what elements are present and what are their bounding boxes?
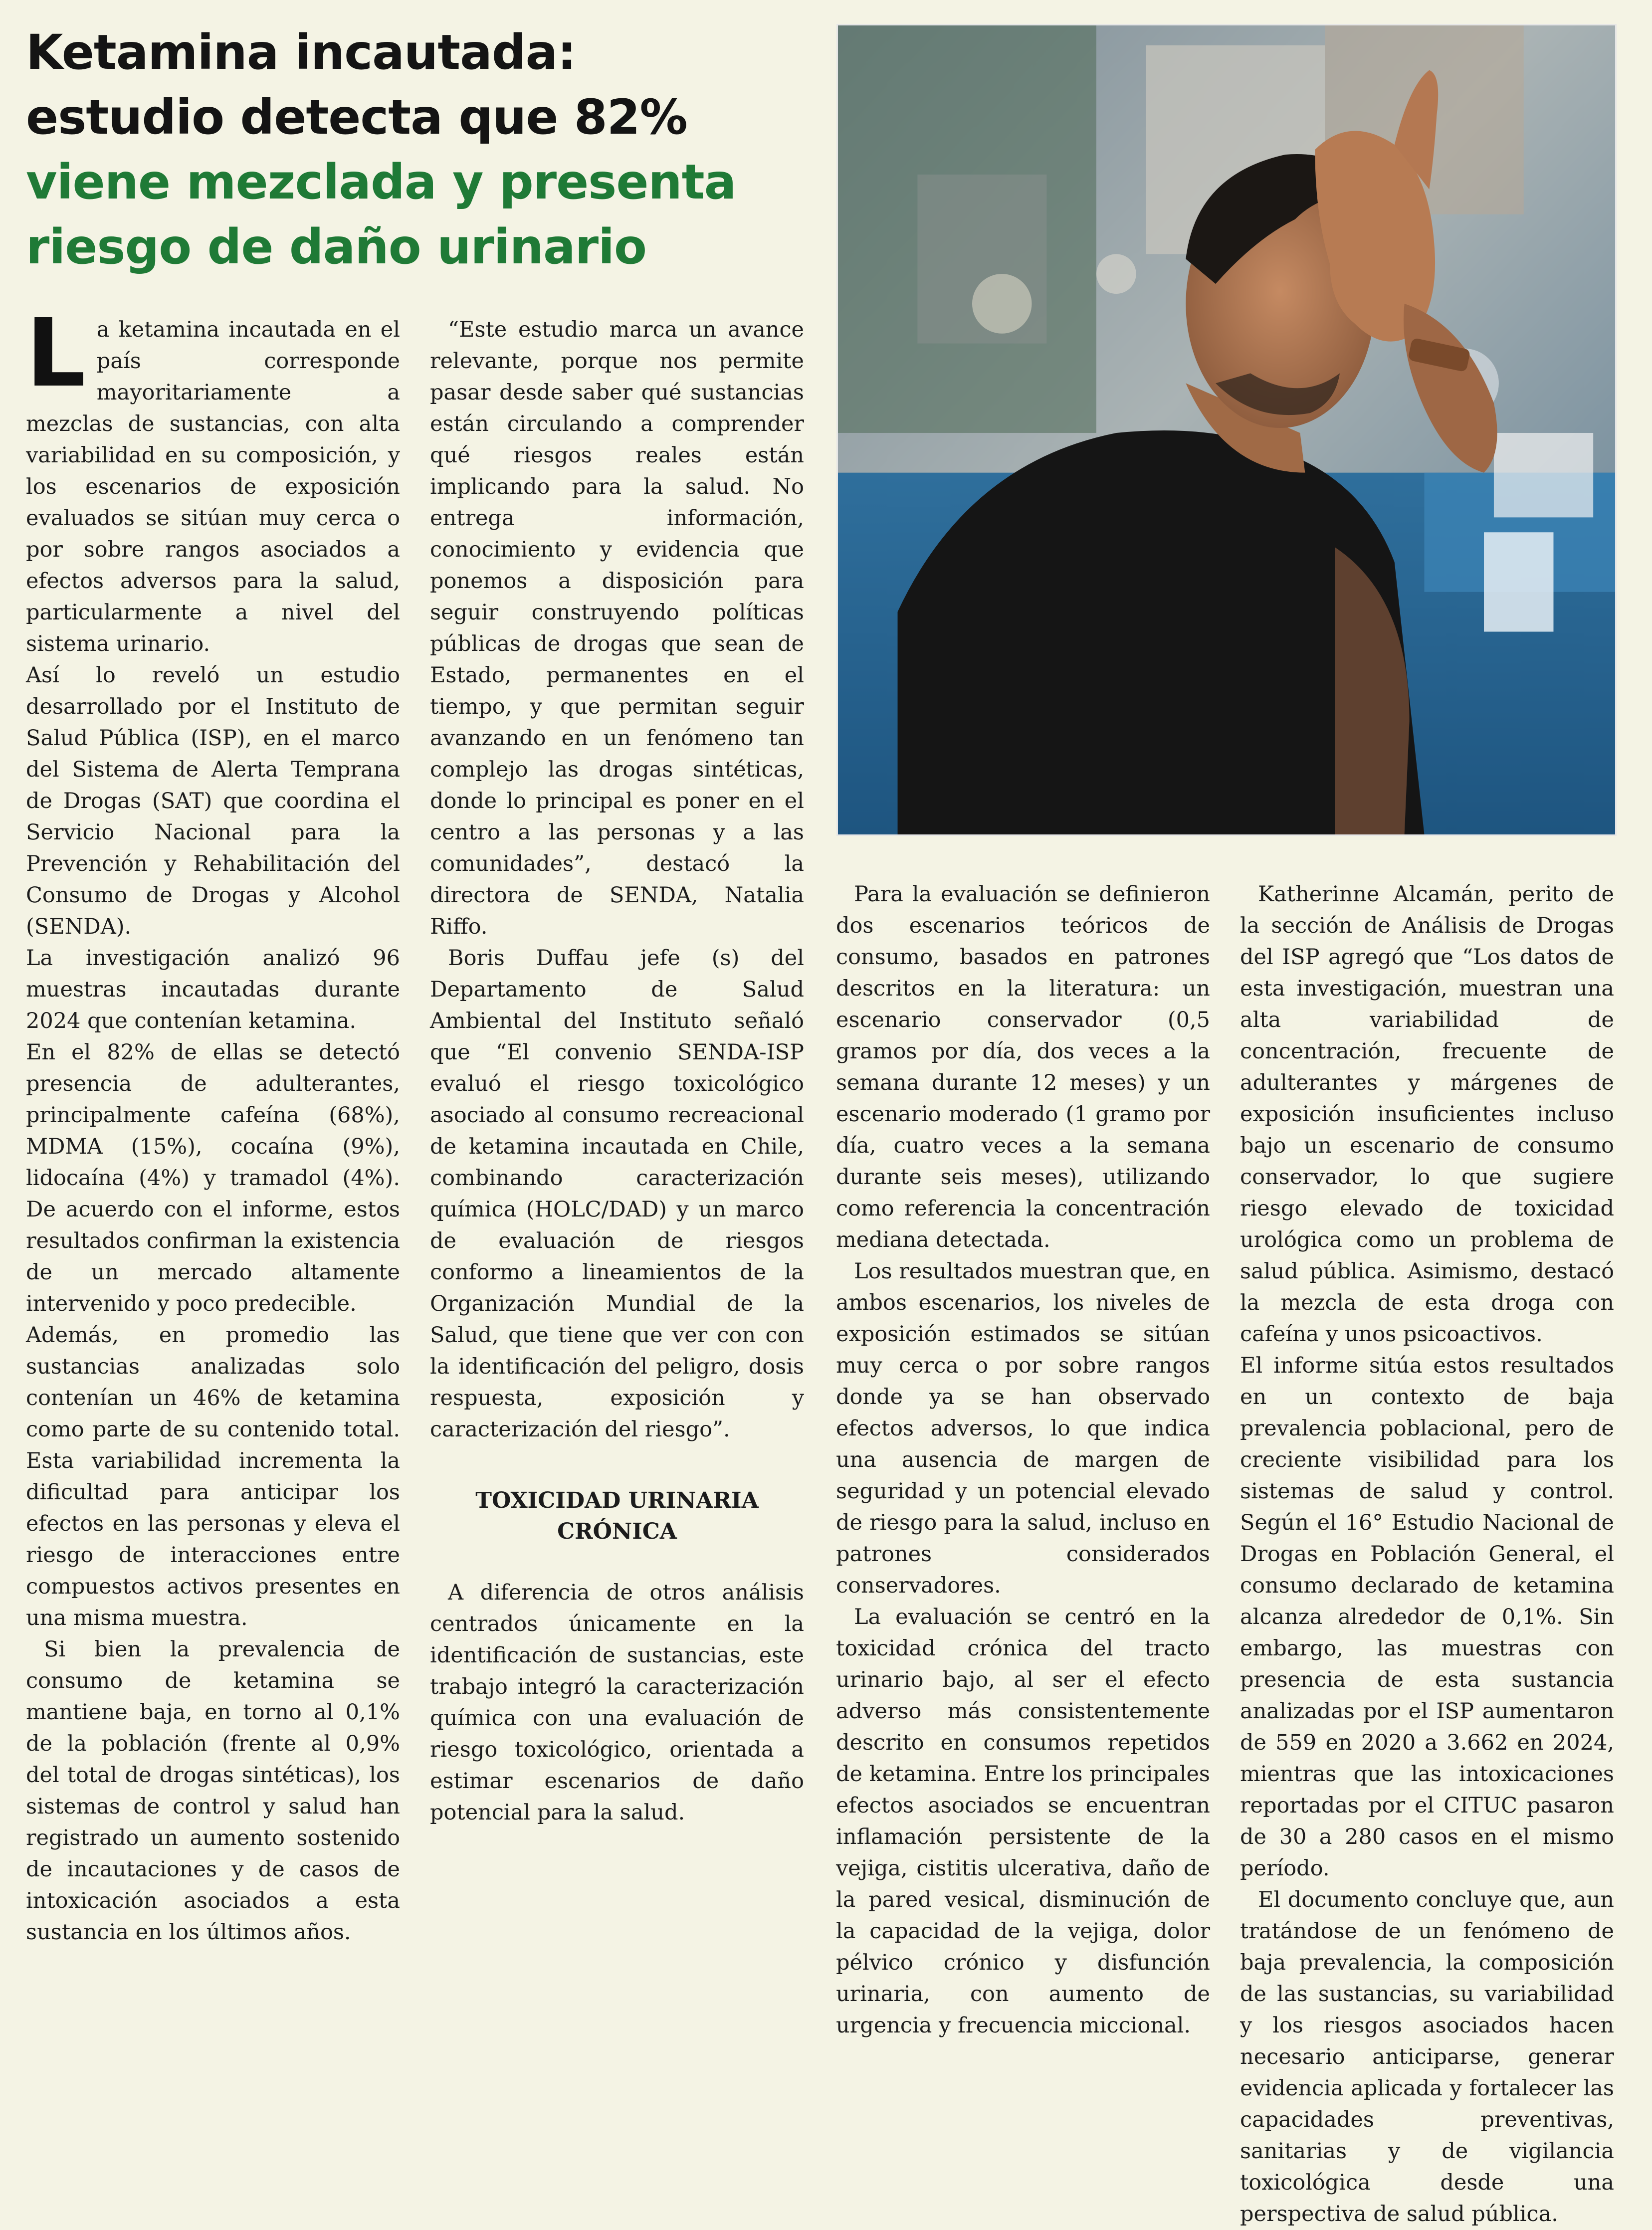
headline-line-3: viene mezclada y presenta <box>26 154 736 210</box>
dropcap: L <box>26 299 86 408</box>
headline-line-2: estudio detecta que 82% <box>26 89 687 145</box>
lead-paragraph <box>26 299 400 660</box>
article-column-1 <box>26 299 400 1948</box>
article-column-4 <box>1240 879 1614 2230</box>
body-paragraph: “Este estudio marca un avance relevante, porque nos permite pasar desde saber qué sustancias están circulando a comprender qué riesgos reales están implicando para la salud. No entrega información, conocimiento y evidencia que ponemos a disposición para seguir construyendo políticas públicas de drogas que sean de Estado, permanentes en el tiempo, y que permitan seguir avanzando en un fenómeno tan complejo las drogas sintéticas, donde lo principal es poner en el centro a las personas y a las comunidades”, destacó la directora de SENDA, Natalia Riffo. <box>430 317 804 939</box>
body-paragraph: A diferencia de otros análisis centrados únicamente en la identificación de sustancias, este trabajo integró la caracterización química con una evaluación de riesgo toxicológico, orientada a estimar escenarios de daño potencial para la salud. <box>430 1580 804 1825</box>
body-paragraph: El informe sitúa estos resultados en un contexto de baja prevalencia poblacional, pero de creciente visibilidad para los sistemas de salud y control. Según el 16° Estudio Nacional de Drogas en Población General, el consumo declarado de ketamina alcanza alrededor de 0,1%. Sin embargo, las muestras con presencia de esta sustancia analizadas por el ISP aumentaron de 559 en 2020 a 3.662 en 2024, mientras que las intoxicaciones reportadas por el CITUC pasaron de 30 a 280 casos en el mismo período. <box>1240 1353 1614 1881</box>
article-column-3 <box>836 879 1210 2041</box>
body-paragraph: En el 82% de ellas se detectó presencia de adulterantes, principalmente cafeína (68%), MDMA (15%), cocaína (9%), lidocaína (4%) y tramadol (4%). De acuerdo con el informe, estos resultados confirman la existencia de un mercado altamente intervenido y poco predecible. <box>26 1040 400 1316</box>
body-paragraph: Así lo reveló un estudio desarrollado por el Instituto de Salud Pública (ISP), en el marco del Sistema de Alerta Temprana de Drogas (SAT) que coordina el Servicio Nacional para la Prevención y Rehabilitación del Consumo de Drogas y Alcohol (SENDA). <box>26 663 400 939</box>
body-paragraph: Además, en promedio las sustancias analizadas solo contenían un 46% de ketamina como parte de su contenido total. Esta variabilidad incrementa la dificultad para anticipar los efectos en las personas y eleva el riesgo de interacciones entre compuestos activos presentes en una misma muestra. <box>26 1323 400 1630</box>
article-photo <box>836 24 1617 836</box>
body-paragraph: El documento concluye que, aun tratándose de un fenómeno de baja prevalencia, la composición de las sustancias, su variabilidad y los riesgos asociados hacen necesario anticiparse, generar evidencia aplicada y fortalecer las capacidades preventivas, sanitarias y de vigilancia toxicológica desde una perspectiva de salud pública. <box>1240 1887 1614 2227</box>
headline-line-1: Ketamina incautada: <box>26 24 576 80</box>
article-column-2 <box>430 314 804 1828</box>
man-holding-head-image <box>838 25 1615 834</box>
body-paragraph: Boris Duffau jefe (s) del Departamento de Salud Ambiental del Instituto señaló que “El convenio SENDA-ISP evaluó el riesgo toxicológico asociado al consumo recreacional de ketamina incautada en Chile, combinando caracterización química (HOLC/DAD) y un marco de evaluación de riesgos conformo a lineamientos de la Organización Mundial de la Salud, que tiene que ver con con la identificación del peligro, dosis respuesta, exposición y caracterización del riesgo”. <box>430 946 804 1442</box>
headline <box>26 20 819 279</box>
body-paragraph: La investigación analizó 96 muestras incautadas durante 2024 que contenían ketamina. <box>26 946 400 1033</box>
body-paragraph: Para la evaluación se definieron dos escenarios teóricos de consumo, basados en patrones descritos en la literatura: un escenario conservador (0,5 gramos por día, dos veces a la semana durante 12 meses) y un escenario moderado (1 gramo por día, cuatro veces a la semana durante seis meses), utilizando como referencia la concentración mediana detectada. <box>836 882 1210 1252</box>
body-paragraph: Los resultados muestran que, en ambos escenarios, los niveles de exposición estimados se sitúan muy cerca o por sobre rangos donde ya se han observado efectos adversos, lo que indica una ausencia de margen de seguridad y un potencial elevado de riesgo para la salud, incluso en patrones considerados conservadores. <box>836 1259 1210 1598</box>
lead-paragraph-text: a ketamina incautada en el país corresponde mayoritariamente a mezclas de sustancias, con alta variabilidad en su composición, y los escenarios de exposición evaluados se sitúan muy cerca o por sobre rangos asociados a efectos adversos para la salud, particularmente a nivel del sistema urinario. <box>26 317 400 656</box>
headline-line-4: riesgo de daño urinario <box>26 219 646 275</box>
body-paragraph: Si bien la prevalencia de consumo de ketamina se mantiene baja, en torno al 0,1% de la población (frente al 0,9% del total de drogas sintéticas), los sistemas de control y salud han registrado un aumento sostenido de incautaciones y de casos de intoxicación asociados a esta sustancia en los últimos años. <box>26 1637 400 1945</box>
section-subheading: TOXICIDAD URINARIA CRÓNICA <box>475 1488 759 1544</box>
body-paragraph: La evaluación se centró en la toxicidad crónica del tracto urinario bajo, al ser el efecto adverso más consistentemente descrito en consumos repetidos de ketamina. Entre los principales efectos asociados se encuentran inflamación persistente de la vejiga, cistitis ulcerativa, daño de la pared vesical, disminución de la capacidad de la vejiga, dolor pélvico crónico y disfunción urinaria, con aumento de urgencia y frecuencia miccional. <box>836 1605 1210 2038</box>
body-paragraph: Katherinne Alcamán, perito de la sección de Análisis de Drogas del ISP agregó que “Los datos de esta investigación, muestran una alta variabilidad de concentración, frecuente de adulterantes y márgenes de exposición insuficientes incluso bajo un escenario de consumo conservador, lo que sugiere riesgo elevado de toxicidad urológica como un problema de salud pública. Asimismo, destacó la mezcla de esta droga con cafeína y unos psicoactivos. <box>1240 882 1614 1347</box>
